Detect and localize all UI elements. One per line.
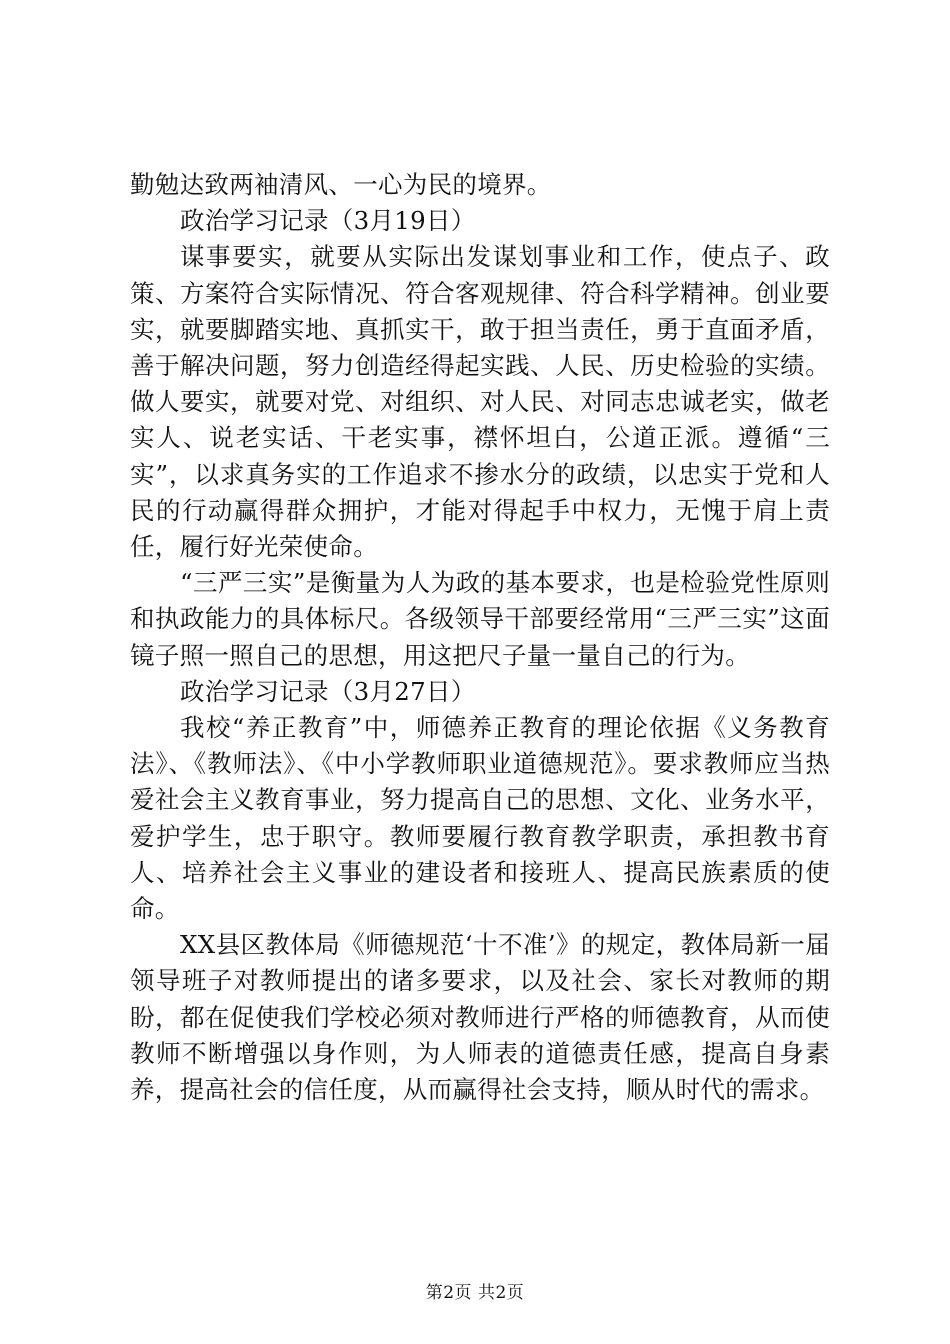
paragraph-three-practicals: 谋事要实，就要从实际出发谋划事业和工作，使点子、政策、方案符合实际情况、符合客观规律、符合科学精神。创业要实，就要脚踏实地、真抓实干，敢于担当责任，勇于直面矛盾，善于解决问题，努力创造经得起实践、人民、历史检验的实绩。做人要实，就要对党、对组织、对人民、对同志忠诚老实，做老实人、说老实话、干老实事，襟怀坦白，公道正派。遵循“三实”，以求真务实的工作追求不掺水分的政绩，以忠实于党和人民的行动赢得群众拥护，才能对得起手中权力，无愧于肩上责任，履行好光荣使命。	[130, 242, 831, 562]
paragraph-continuation: 勤勉达致两袖清风、一心为民的境界。	[130, 170, 552, 199]
page-number-footer: 第2页 共2页	[425, 1283, 525, 1303]
section-heading-march-27: 政治学习记录（3月27日）	[180, 676, 476, 706]
paragraph-ten-prohibitions: XX县区教体局《师德规范‘十不准’》的规定，教体局新一届领导班子对教师提出的诸多要求，以及社会、家长对教师的期盼，都在促使我们学校必须对教师进行严格的师德教育，从而使教师不断增强以身作则，为人师表的道德责任感，提高自身素养，提高社会的信任度，从而赢得社会支持，顺从时代的需求。	[130, 930, 830, 1105]
paragraph-teacher-ethics-basis: 我校“养正教育”中，师德养正教育的理论依据《义务教育法》、《教师法》、《中小学教师职业道德规范》。要求教师应当热爱社会主义教育事业，努力提高自己的思想、文化、业务水平，爱护学生，忠于职守。教师要履行教育教学职责，承担教书育人、培养社会主义事业的建设者和接班人、提高民族素质的使命。	[130, 713, 830, 924]
document-body	[130, 167, 830, 1108]
paragraph-three-stricts: “三严三实”是衡量为人为政的基本要求，也是检验党性原则和执政能力的具体标尺。各级领导干部要经常用“三严三实”这面镜子照一照自己的思想，用这把尺子量一量自己的行为。	[130, 568, 830, 670]
section-heading-march-19: 政治学习记录（3月19日）	[180, 206, 476, 236]
